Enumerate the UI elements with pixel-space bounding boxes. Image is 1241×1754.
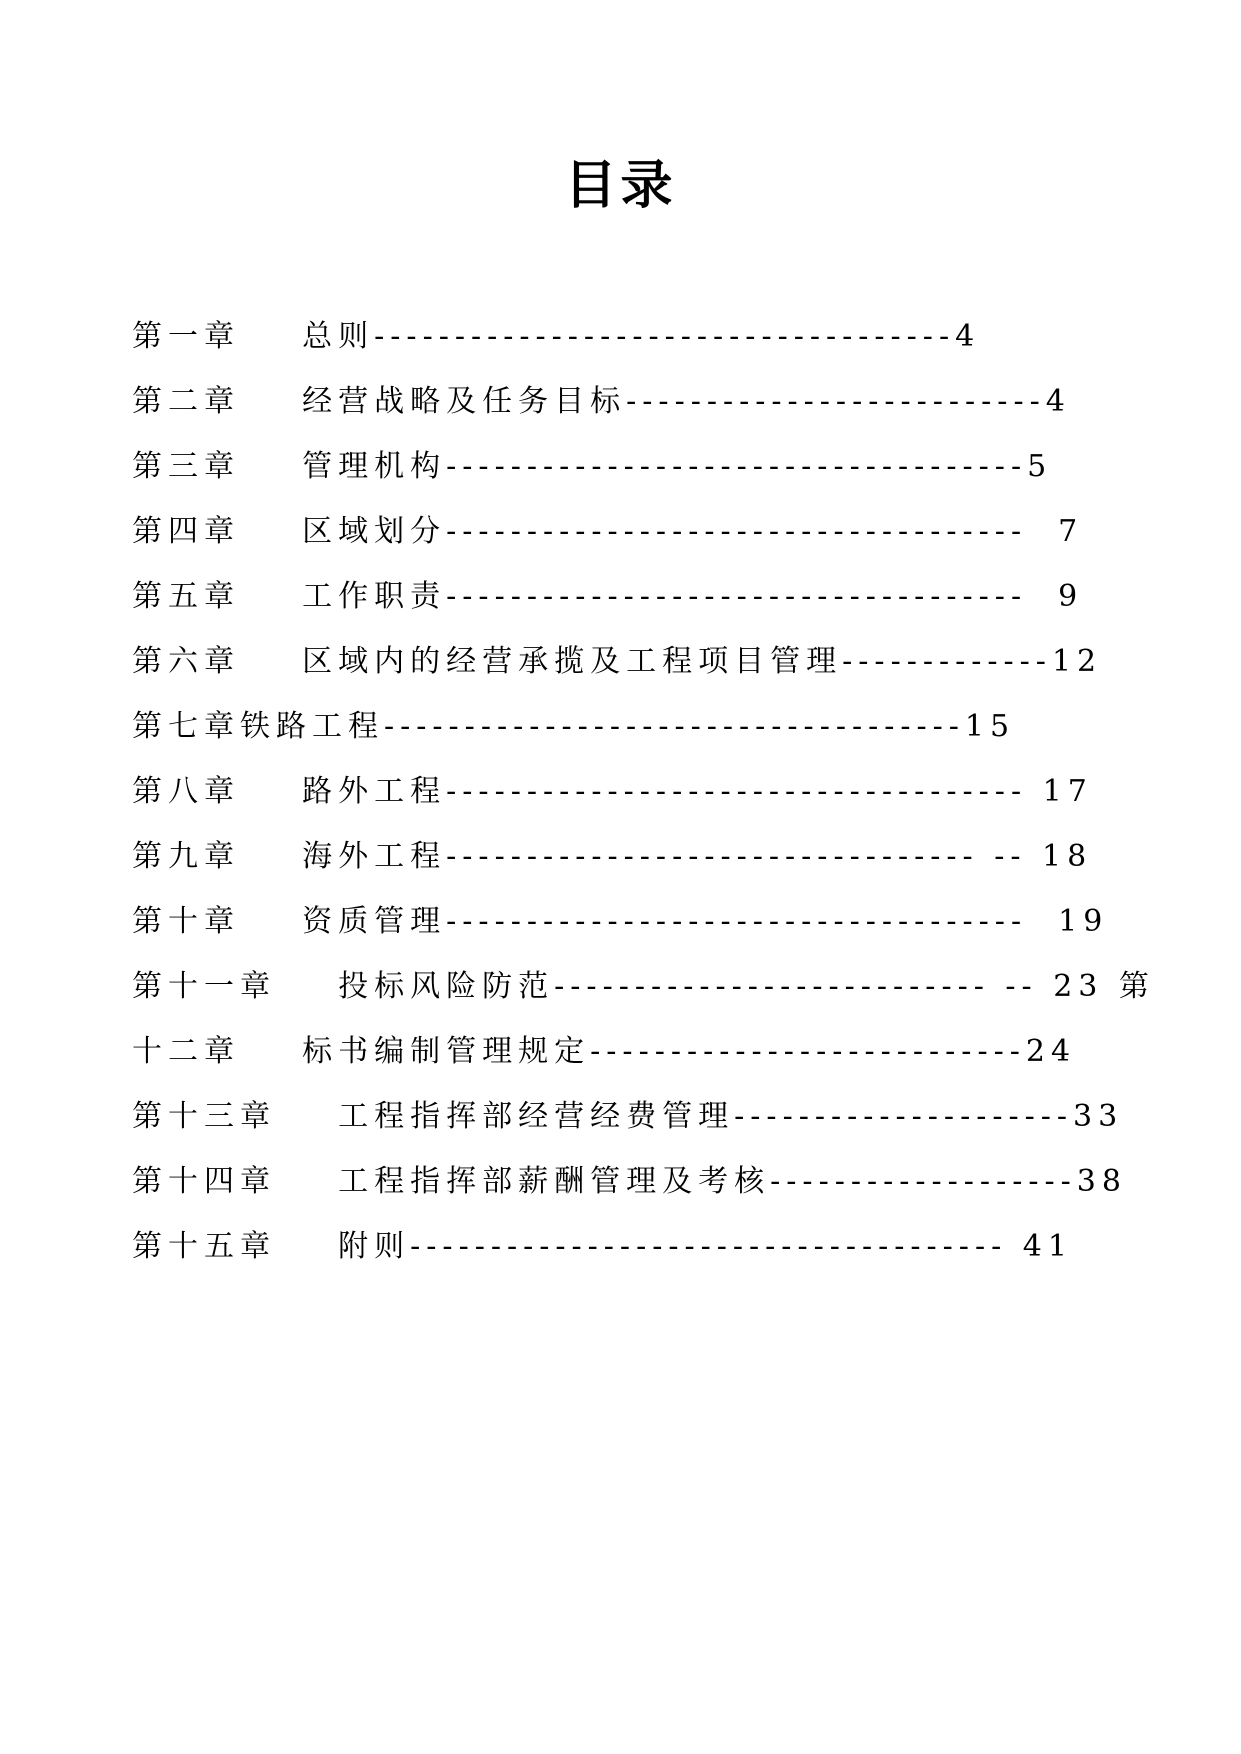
toc-separator	[240, 644, 302, 679]
toc-leader: ------------------------------------	[446, 774, 1043, 809]
toc-page-number: 33	[1073, 1099, 1124, 1134]
toc-title: 投标风险防范	[338, 969, 555, 1004]
toc-entry[interactable]	[132, 832, 1132, 897]
toc-title: 附则	[338, 1229, 411, 1264]
toc-separator	[276, 969, 338, 1004]
toc-page-number: 5	[1027, 449, 1053, 484]
toc-page-number: 4	[955, 319, 981, 354]
toc-title: 海外工程	[302, 839, 447, 874]
toc-title: 工程指挥部经营经费管理	[338, 1099, 735, 1134]
toc-leader: ------------------------------------	[446, 514, 1059, 549]
toc-page-number: 19	[1058, 904, 1109, 939]
toc-title: 铁路工程	[240, 709, 384, 744]
toc-leader: --------------------------	[626, 384, 1046, 419]
toc-leader: -------------------	[770, 1164, 1077, 1199]
toc-entry[interactable]	[132, 962, 1155, 1027]
toc-entry[interactable]	[132, 702, 1132, 767]
toc-separator	[240, 774, 302, 809]
toc-title: 资质管理	[302, 904, 447, 939]
toc-chapter: 第二章	[132, 384, 240, 419]
toc-page-number: 38	[1076, 1164, 1127, 1199]
toc-leader: ------------------------------------	[446, 579, 1059, 614]
toc-page-number: 7	[1058, 514, 1084, 549]
toc-chapter: 十二章	[132, 1034, 240, 1069]
toc-separator	[240, 579, 302, 614]
toc-chapter: 第七章	[132, 709, 240, 744]
toc-title: 经营战略及任务目标	[302, 384, 627, 419]
toc-separator	[276, 1099, 338, 1134]
toc-leader: ------------------------------------	[446, 449, 1028, 484]
toc-separator	[240, 384, 302, 419]
toc-entry[interactable]	[132, 312, 1132, 377]
toc-leader: --------------------------- --	[554, 969, 1054, 1004]
page-title: 目录	[564, 156, 677, 216]
toc-chapter: 第十五章	[132, 1229, 276, 1264]
toc-separator	[240, 839, 302, 874]
toc-entry[interactable]	[132, 767, 1132, 832]
table-of-contents	[132, 312, 1155, 1287]
toc-page-number: 18	[1042, 839, 1093, 874]
toc-leader: -------------	[842, 644, 1052, 679]
toc-entry[interactable]	[132, 1157, 1132, 1222]
toc-entry[interactable]	[132, 507, 1132, 572]
toc-entry[interactable]	[132, 1222, 1132, 1287]
toc-chapter: 第九章	[132, 839, 240, 874]
toc-chapter: 第三章	[132, 449, 240, 484]
toc-page-number: 41	[1022, 1229, 1073, 1264]
toc-separator	[240, 449, 302, 484]
toc-title: 路外工程	[302, 774, 447, 809]
toc-page-number: 24	[1025, 1034, 1077, 1069]
toc-chapter: 第十章	[132, 904, 240, 939]
toc-chapter: 第一章	[132, 319, 240, 354]
toc-page-number: 23 第	[1053, 969, 1155, 1004]
toc-page-number: 15	[964, 709, 1016, 744]
toc-entry[interactable]	[132, 377, 1132, 442]
toc-leader: ------------------------------------	[384, 709, 965, 744]
toc-page-number: 12	[1051, 644, 1103, 679]
toc-entry[interactable]	[132, 897, 1132, 962]
toc-separator	[276, 1164, 338, 1199]
toc-page-number: 17	[1042, 774, 1093, 809]
toc-leader: ------------------------------------	[446, 904, 1059, 939]
toc-title: 区域内的经营承揽及工程项目管理	[302, 644, 843, 679]
toc-separator	[240, 904, 302, 939]
toc-chapter: 第十四章	[132, 1164, 276, 1199]
toc-entry[interactable]	[132, 1092, 1132, 1157]
toc-title: 工作职责	[302, 579, 447, 614]
toc-entry[interactable]	[132, 1027, 1132, 1092]
toc-chapter: 第十一章	[132, 969, 276, 1004]
toc-leader: --------------------------------- --	[446, 839, 1043, 874]
toc-separator	[240, 1034, 302, 1069]
toc-chapter: 第八章	[132, 774, 240, 809]
toc-chapter: 第四章	[132, 514, 240, 549]
toc-page-number: 4	[1045, 384, 1071, 419]
toc-entry[interactable]	[132, 637, 1132, 702]
toc-leader: -------------------------------------	[410, 1229, 1023, 1264]
toc-title: 管理机构	[302, 449, 447, 484]
toc-separator	[240, 319, 302, 354]
toc-leader: ---------------------	[734, 1099, 1074, 1134]
toc-entry[interactable]	[132, 442, 1132, 507]
toc-title: 总则	[302, 319, 375, 354]
toc-chapter: 第六章	[132, 644, 240, 679]
toc-entry[interactable]	[132, 572, 1132, 637]
toc-separator	[276, 1229, 338, 1264]
toc-title: 工程指挥部薪酬管理及考核	[338, 1164, 771, 1199]
toc-page-number: 9	[1058, 579, 1084, 614]
toc-separator	[240, 514, 302, 549]
toc-title: 区域划分	[302, 514, 447, 549]
toc-leader: ---------------------------	[590, 1034, 1026, 1069]
toc-title: 标书编制管理规定	[302, 1034, 591, 1069]
toc-chapter: 第十三章	[132, 1099, 276, 1134]
toc-chapter: 第五章	[132, 579, 240, 614]
toc-leader: ------------------------------------	[374, 319, 956, 354]
